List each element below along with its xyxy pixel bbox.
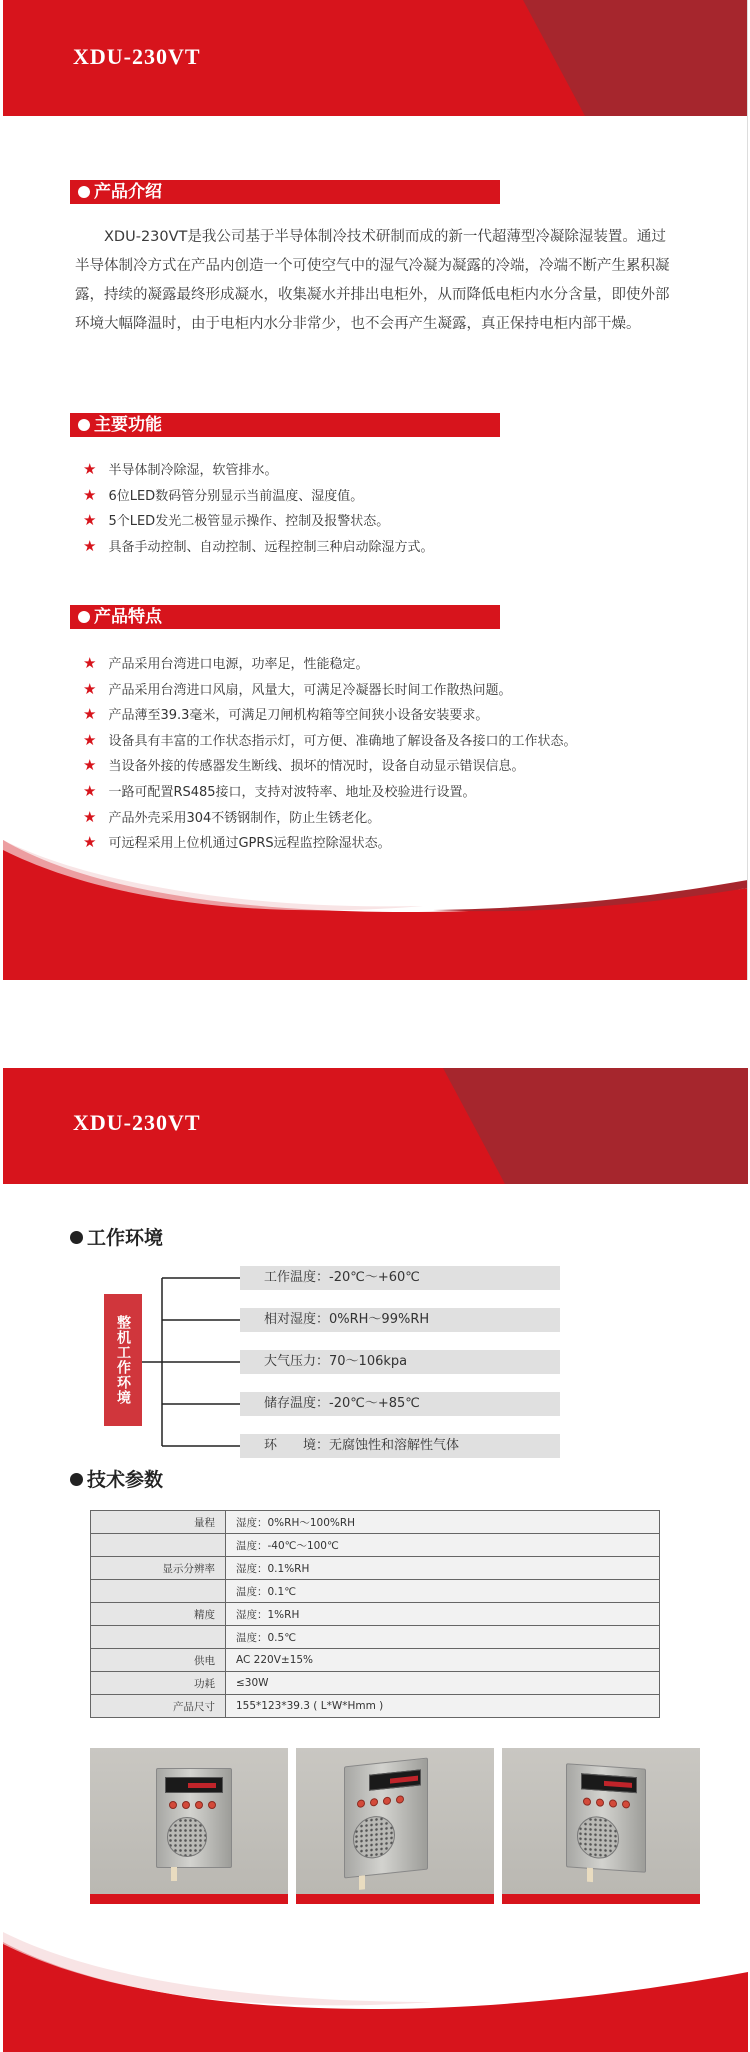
star-icon: ★ [83,756,97,775]
list-item-text: 产品薄至39.3毫米，可满足刀闸机构箱等空间狭小设备安装要求。 [108,708,489,724]
spec-value: AC 220V±15% [226,1649,660,1672]
fan-grill-icon [577,1815,619,1860]
photo-red-strip [90,1894,288,1904]
table-row [91,1672,660,1695]
env-item-operating-temp: 工作温度：-20℃～+60℃ [240,1266,560,1290]
star-icon: ★ [83,460,97,478]
features-list [83,651,576,856]
star-icon: ★ [83,654,97,672]
fan-grill-icon [167,1817,207,1857]
spec-key: 产品尺寸 [91,1695,226,1718]
list-item-text: 产品外壳采用304不锈钢制作，防止生锈老化。 [108,810,381,826]
heading-text: 工作环境 [87,1227,164,1249]
spec-key [91,1534,226,1557]
spec-key: 显示分辨率 [91,1557,226,1580]
footer-wave [3,840,748,980]
bullet-dot-icon [78,419,90,431]
list-item [83,483,433,509]
spec-value: 温度：0.1℃ [226,1580,660,1603]
list-item [83,534,433,560]
spec-value: 温度：0.5℃ [226,1626,660,1649]
heading-text: 主要功能 [94,415,162,435]
list-item [83,677,576,703]
spec-key [91,1626,226,1649]
photo-red-strip [502,1894,700,1904]
star-icon: ★ [83,705,97,724]
spec-value: ≤30W [226,1672,660,1695]
list-item [83,753,576,779]
table-row [91,1534,660,1557]
section-heading-intro [70,180,500,204]
env-item-pressure: 大气压力：70～106kpa [240,1350,560,1374]
bullet-dot-icon [70,1473,83,1486]
spec-key: 精度 [91,1603,226,1626]
list-item-text: 一路可配置RS485接口，支持对波特率、地址及校验进行设置。 [108,784,476,800]
device-display [165,1777,223,1793]
section-heading-functions [70,413,500,437]
footer-wave [3,1932,748,2052]
star-icon: ★ [83,485,97,504]
star-icon: ★ [83,730,97,749]
bullet-dot-icon [78,186,90,198]
spec-key [91,1580,226,1603]
device-buttons [357,1795,404,1808]
env-connector-lines [142,1272,242,1452]
env-item-humidity: 相对湿度：0%RH～99%RH [240,1308,560,1332]
spec-value: 湿度：0%RH～100%RH [226,1511,660,1534]
device-buttons [583,1797,630,1808]
star-icon: ★ [83,781,97,800]
env-item-storage-temp: 储存温度：-20℃～+85℃ [240,1392,560,1416]
env-item-environment: 环 境：无腐蚀性和溶解性气体 [240,1434,560,1458]
list-item-text: 具备手动控制、自动控制、远程控制三种启动除湿方式。 [108,539,434,555]
heading-text: 技术参数 [87,1469,164,1491]
spec-value: 湿度：0.1%RH [226,1557,660,1580]
list-item-text: 产品采用台湾进口电源，功率足，性能稳定。 [108,657,369,672]
product-intro-paragraph: XDU-230VT是我公司基于半导体制冷技术研制而成的新一代超薄型冷凝除湿装置。通过半导体制冷方式在产品内创造一个可使空气中的湿气冷凝为凝露的冷端，冷端不断产生累积凝露，持续的凝露最终形成凝水，收集凝水并排出电柜外，从而降低电柜内水分含量，即使外部环境大幅降温时，由于电柜内水分非常少，也不会再产生凝露，真正保持电柜内部干燥。 [75,229,670,332]
spec-value: 温度：-40℃～100℃ [226,1534,660,1557]
table-row [91,1511,660,1534]
star-icon: ★ [83,511,97,530]
list-item [83,779,576,805]
bullet-dot-icon [70,1231,83,1244]
device-image [344,1758,428,1879]
table-row [91,1580,660,1603]
spec-key: 功耗 [91,1672,226,1695]
list-item-text: 可远程采用上位机通过GPRS远程监控除湿状态。 [108,836,391,852]
list-item-text: 半导体制冷除湿，软管排水。 [108,463,278,478]
device-buttons [169,1801,216,1809]
section-heading-environment [70,1223,163,1250]
table-row [91,1695,660,1718]
star-icon: ★ [83,807,97,826]
table-row [91,1557,660,1580]
heading-text: 产品特点 [94,607,162,627]
fan-grill-icon [353,1814,395,1860]
device-display [369,1769,421,1790]
list-item [83,805,576,831]
star-icon: ★ [83,679,97,698]
device-image [566,1763,646,1873]
list-item [83,728,576,754]
functions-list [83,457,433,559]
list-item [83,702,576,728]
spec-key: 量程 [91,1511,226,1534]
spec-key: 供电 [91,1649,226,1672]
spec-value: 湿度：1%RH [226,1603,660,1626]
list-item [83,651,576,677]
brochure-page-1 [3,0,748,980]
bullet-dot-icon [78,611,90,623]
banner-title: XDU-230VT [73,1110,201,1135]
list-item-text: 设备具有丰富的工作状态指示灯，可方便、准确地了解设备及各接口的工作状态。 [108,733,577,749]
list-item-text: 当设备外接的传感器发生断线、损坏的情况时，设备自动显示错误信息。 [108,759,525,775]
section-heading-specs [70,1465,163,1492]
spec-value: 155*123*39.3 ( L*W*Hmm ) [226,1695,660,1718]
spec-table [90,1510,660,1718]
star-icon: ★ [83,536,97,555]
heading-text: 产品介绍 [94,182,162,202]
table-row [91,1603,660,1626]
env-category-label: 整机工作环境 [104,1294,142,1426]
device-image [156,1768,232,1868]
list-item-text: 6位LED数码管分别显示当前温度、湿度值。 [108,488,364,504]
table-row [91,1626,660,1649]
star-icon: ★ [83,833,97,852]
table-row [91,1649,660,1672]
section-heading-features [70,605,500,629]
photo-red-strip [296,1894,494,1904]
product-photo-angled [296,1748,494,1904]
product-photo-front [90,1748,288,1904]
list-item-text: 5个LED发光二极管显示操作、控制及报警状态。 [108,514,390,530]
list-item-text: 产品采用台湾进口风扇，风量大，可满足冷凝器长时间工作散热问题。 [108,682,512,698]
list-item [83,508,433,534]
product-photo-side [502,1748,700,1904]
banner-title: XDU-230VT [73,44,201,69]
device-display [581,1773,637,1793]
list-item [83,457,433,483]
